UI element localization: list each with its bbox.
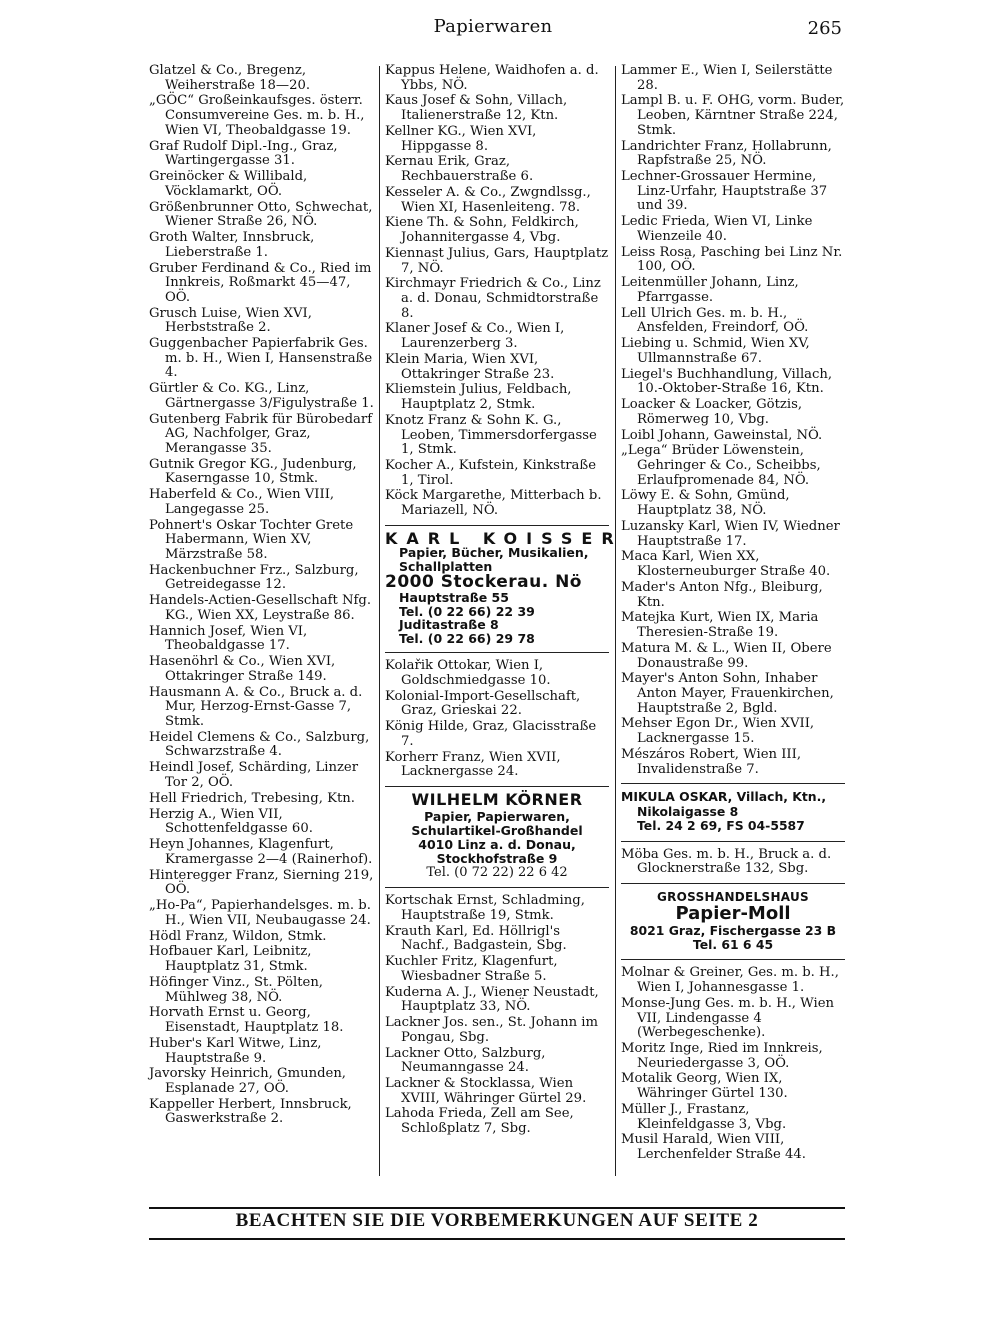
directory-entry: Lackner & Stocklassa, Wien XVIII, Währinger Gürtel 29. xyxy=(385,1076,587,1106)
directory-entry: Heyn Johannes, Klagenfurt, Kramergasse 2—4 (Rainerhof). xyxy=(149,837,373,867)
directory-entry: Löwy E. & Sohn, Gmünd, Hauptplatz 38, NÖ. xyxy=(621,488,790,519)
directory-entry: Kernau Erik, Graz, Rechbauerstraße 6. xyxy=(385,154,534,185)
entry-list xyxy=(385,659,609,780)
directory-entry: Ledic Frieda, Wien VI, Linke Wienzeile 40. xyxy=(621,214,813,244)
directory-entry: Kesseler A. & Co., Zwgndlssg., Wien XI, Hasenleiteng. 78. xyxy=(385,184,591,215)
directory-entry: Klein Maria, Wien XVI, Ottakringer Straße 23. xyxy=(385,351,555,382)
directory-entry: Handels-Actien-Gesellschaft Nfg. KG., Wien XX, Leystraße 86. xyxy=(149,593,372,623)
ad-phone: Tel. 61 6 45 xyxy=(692,937,774,953)
directory-entry: Lackner Jos. sen., St. Johann im Pongau, Sbg. xyxy=(385,1015,599,1045)
ad-address: Stockhofstraße 9 xyxy=(436,850,558,866)
column-3 xyxy=(621,64,845,1164)
directory-entry: Horvath Ernst u. Georg, Eisenstadt, Hauptplatz 18. xyxy=(149,1005,344,1036)
entry-list xyxy=(621,848,845,877)
directory-entry: Loibl Johann, Gaweinstal, NÖ. xyxy=(621,427,823,443)
directory-entry: Knotz Franz & Sohn K. G., Leoben, Timmersdorfergasse 1, Stmk. xyxy=(385,412,597,458)
directory-entry: Klaner Josef & Co., Wien I, Laurenzerberg 3. xyxy=(385,321,565,352)
directory-entry: Mayer's Anton Sohn, Inhaber Anton Mayer, Frauenkirchen, Hauptstraße 2, Bgld. xyxy=(621,671,834,716)
directory-entry: Kolonial-Import-Gesellschaft, Graz, Grieskai 22. xyxy=(385,688,581,719)
directory-entry: Guggenbacher Papierfabrik Ges. m. b. H., Wien I, Hansenstraße 4. xyxy=(149,336,373,381)
ad-phone: Tel. (0 22 66) 22 39 xyxy=(399,603,535,619)
directory-entry: Lackner Otto, Salzburg, Neumanngasse 24. xyxy=(385,1045,546,1076)
directory-entry: Glatzel & Co., Bregenz, Weiherstraße 18—20. xyxy=(149,63,311,93)
ad-address: Juditastraße 8 xyxy=(399,617,499,633)
directory-entry: Hasenöhrl & Co., Wien XVI, Ottakringer Straße 149. xyxy=(149,654,336,684)
entry-list xyxy=(385,894,609,1137)
page-number: 265 xyxy=(807,18,842,39)
directory-entry: Müller J., Frastanz, Kleinfeldgasse 3, Vbg. xyxy=(621,1101,787,1132)
page-title: Papierwaren xyxy=(433,16,553,37)
directory-entry: Kaus Josef & Sohn, Villach, Italienerstraße 12, Ktn. xyxy=(385,93,568,124)
directory-entry: Grusch Luise, Wien XVI, Herbststraße 2. xyxy=(149,305,312,336)
directory-entry: Landrichter Franz, Hollabrunn, Rapfstraße 25, NÖ. xyxy=(621,138,832,169)
ad-papier-moll xyxy=(621,883,845,961)
directory-entry: Kuchler Fritz, Klagenfurt, Wiesbadner Straße 5. xyxy=(385,954,558,984)
directory-entry: Matura M. & L., Wien II, Obere Donaustraße 99. xyxy=(621,640,832,671)
directory-entry: Höfinger Vinz., St. Pölten, Mühlweg 38, NÖ. xyxy=(149,974,323,1005)
directory-entry: Heindl Josef, Schärding, Linzer Tor 2, OÖ. xyxy=(149,760,359,790)
footer-rule xyxy=(149,1207,845,1209)
directory-entry: Gutnik Gregor KG., Judenburg, Kaserngasse 10, Stmk. xyxy=(149,456,357,487)
column-divider xyxy=(379,66,380,1176)
directory-entry: Mészáros Robert, Wien III, Invalidenstraße 7. xyxy=(621,746,802,777)
ad-title: Papier-Moll xyxy=(675,903,791,925)
directory-entry: Moritz Inge, Ried im Innkreis, Neuriedergasse 3, OÖ. xyxy=(621,1040,823,1071)
directory-entry: Liegel's Buchhandlung, Villach, 10.-Oktober-Straße 16, Ktn. xyxy=(621,366,833,397)
ad-title: WILHELM KÖRNER xyxy=(411,789,583,809)
entry-list xyxy=(149,64,375,1127)
ad-city: 4010 Linz a. d. Donau, xyxy=(418,836,576,852)
directory-entry: Matejka Kurt, Wien IX, Maria Theresien-Straße 19. xyxy=(621,610,819,641)
ad-phone: Tel. (0 72 22) 22 6 42 xyxy=(426,864,568,880)
directory-entry: Kappeller Herbert, Innsbruck, Gaswerkstraße 2. xyxy=(149,1096,352,1127)
ad-mikula-oskar xyxy=(621,783,845,842)
directory-entry: Lammer E., Wien I, Seilerstätte 28. xyxy=(621,63,833,93)
directory-entry: Molnar & Greiner, Ges. m. b. H., Wien I, Johannesgasse 1. xyxy=(621,965,839,996)
directory-entry: Größenbrunner Otto, Schwechat, Wiener Straße 26, NÖ. xyxy=(149,199,373,230)
ad-city: 2000 Stockerau. Nö xyxy=(385,572,582,593)
directory-entry: Graf Rudolf Dipl.-Ing., Graz, Wartingergasse 31. xyxy=(149,138,338,169)
column-divider xyxy=(615,66,616,1176)
directory-entry: Kuderna A. J., Wiener Neustadt, Hauptplatz 33, NÖ. xyxy=(385,984,599,1015)
ad-header: GROSSHANDELSHAUS xyxy=(656,889,809,904)
ad-phone: Tel. 24 2 69, FS 04-5587 xyxy=(637,818,805,834)
directory-entry: Greinöcker & Willibald, Vöcklamarkt, OÖ. xyxy=(149,169,308,199)
directory-entry: „Lega“ Brüder Löwenstein, Gehringer & Co., Scheibbs, Erlaufpromenade 84, NÖ. xyxy=(621,443,821,488)
directory-entry: König Hilde, Graz, Glacisstraße 7. xyxy=(385,719,597,749)
directory-entry: Maca Karl, Wien XX, Klosterneuburger Straße 40. xyxy=(621,549,831,580)
directory-entry: Liebing u. Schmid, Wien XV, Ullmannstraße 67. xyxy=(621,336,810,366)
directory-entry: Kiene Th. & Sohn, Feldkirch, Johannitergasse 4, Vbg. xyxy=(385,215,579,246)
directory-entry: Groth Walter, Innsbruck, Lieberstraße 1. xyxy=(149,230,315,260)
ad-title: KARL KOISSER xyxy=(385,528,623,548)
directory-entry: Kliemstein Julius, Feldbach, Hauptplatz 2, Stmk. xyxy=(385,382,572,413)
directory-entry: Pohnert's Oskar Tochter Grete Habermann, Wien XV, Märzstraße 58. xyxy=(149,517,354,562)
ad-address: Nikolaigasse 8 xyxy=(637,803,739,819)
directory-entry: Hannich Josef, Wien VI, Theobaldgasse 17. xyxy=(149,623,308,654)
directory-entry: Hausmann A. & Co., Bruck a. d. Mur, Herzog-Ernst-Gasse 7, Stmk. xyxy=(149,684,363,729)
entry-list xyxy=(621,64,845,777)
directory-entry: Köck Margarethe, Mitterbach b. Mariazell, NÖ. xyxy=(385,488,602,519)
directory-entry: Gürtler & Co. KG., Linz, Gärtnergasse 3/Figulystraße 1. xyxy=(149,381,374,411)
ad-phone: Tel. (0 22 66) 29 78 xyxy=(399,630,535,646)
directory-entry: Hackenbuchner Frz., Salzburg, Getreidegasse 12. xyxy=(149,562,359,593)
ad-line: Papier, Bücher, Musikalien, xyxy=(399,545,589,561)
directory-entry: Mehser Egon Dr., Wien XVII, Lacknergasse 15. xyxy=(621,716,815,747)
directory-entry: Kiennast Julius, Gars, Hauptplatz 7, NÖ. xyxy=(385,245,609,276)
directory-entry: Krauth Karl, Ed. Höllrigl's Nachf., Badgastein, Sbg. xyxy=(385,923,567,954)
directory-entry: Heidel Clemens & Co., Salzburg, Schwarzstraße 4. xyxy=(149,729,370,760)
directory-entry: Haberfeld & Co., Wien VIII, Langegasse 25. xyxy=(149,487,335,517)
directory-entry: „GÖC“ Großeinkaufsges. österr. Consumvereine Ges. m. b. H., Wien VI, Theobaldgasse 19. xyxy=(149,93,365,138)
directory-entry: Herzig A., Wien VII, Schottenfeldgasse 60. xyxy=(149,806,313,837)
ad-line: Schallplatten xyxy=(399,558,493,574)
directory-entry: Leiss Rosa, Pasching bei Linz Nr. 100, OÖ. xyxy=(621,244,843,275)
directory-entry: Loacker & Loacker, Götzis, Römerweg 10, Vbg. xyxy=(621,397,803,427)
directory-entry: „Ho-Pa“, Papierhandelsges. m. b. H., Wien VII, Neubaugasse 24. xyxy=(149,898,371,928)
ad-line: Schulartikel-Großhandel xyxy=(411,822,583,838)
directory-entry: Motalik Georg, Wien IX, Währinger Gürtel 130. xyxy=(621,1071,788,1102)
directory-entry: Monse-Jung Ges. m. b. H., Wien VII, Lindengasse 4 (Werbegeschenke). xyxy=(621,995,834,1041)
footer-rule xyxy=(149,1238,845,1240)
directory-entry: Mader's Anton Nfg., Bleiburg, Ktn. xyxy=(621,579,823,610)
directory-entry: Huber's Karl Witwe, Linz, Hauptstraße 9. xyxy=(149,1035,322,1066)
ad-address: Hauptstraße 55 xyxy=(399,590,509,606)
directory-entry: Luzansky Karl, Wien IV, Wiedner Hauptstraße 17. xyxy=(621,518,840,549)
directory-entry: Gutenberg Fabrik für Bürobedarf AG, Nachfolger, Graz, Merangasse 35. xyxy=(149,411,373,456)
directory-entry: Leitenmüller Johann, Linz, Pfarrgasse. xyxy=(621,275,799,305)
ad-karl-koisser xyxy=(385,525,623,654)
directory-entry: Musil Harald, Wien VIII, Lerchenfelder Straße 44. xyxy=(621,1132,806,1163)
directory-entry: Kortschak Ernst, Schladming, Hauptstraße 19, Stmk. xyxy=(385,893,585,923)
directory-entry: Hell Friedrich, Trebesing, Ktn. xyxy=(149,790,355,806)
directory-entry: Kappus Helene, Waidhofen a. d. Ybbs, NÖ. xyxy=(385,63,599,93)
column-2 xyxy=(385,63,623,1138)
ad-address: 8021 Graz, Fischergasse 23 B xyxy=(629,923,837,939)
ad-wilhelm-koerner xyxy=(385,786,609,888)
directory-entry: Möba Ges. m. b. H., Bruck a. d. Glocknerstraße 132, Sbg. xyxy=(621,846,832,877)
directory-entry: Lechner-Grossauer Hermine, Linz-Urfahr, Hauptstraße 37 und 39. xyxy=(621,169,828,214)
directory-entry: Gruber Ferdinand & Co., Ried im Innkreis, Roßmarkt 45—47, OÖ. xyxy=(149,260,372,305)
ad-line: Papier, Papierwaren, xyxy=(424,808,570,824)
entry-list xyxy=(621,966,845,1162)
directory-entry: Hofbauer Karl, Leibnitz, Hauptplatz 31, Stmk. xyxy=(149,944,312,975)
footer-notice: BEACHTEN SIE DIE VORBEMERKUNGEN AUF SEITE 2 xyxy=(235,1210,759,1231)
ad-title: MIKULA OSKAR, Villach, Ktn., xyxy=(621,789,827,805)
directory-entry: Lahoda Frieda, Zell am See, Schloßplatz 7, Sbg. xyxy=(385,1106,574,1137)
directory-entry: Kolařik Ottokar, Wien I, Goldschmiedgasse 10. xyxy=(385,658,551,688)
directory-entry: Lampl B. u. F. OHG, vorm. Buder, Leoben, Kärntner Straße 224, Stmk. xyxy=(621,93,845,138)
directory-entry: Hödl Franz, Wildon, Stmk. xyxy=(149,928,327,944)
directory-entry: Kellner KG., Wien XVI, Hippgasse 8. xyxy=(385,123,537,154)
directory-entry: Korherr Franz, Wien XVII, Lacknergasse 24. xyxy=(385,749,561,780)
directory-entry: Lell Ulrich Ges. m. b. H., Ansfelden, Freindorf, OÖ. xyxy=(621,305,809,336)
directory-entry: Javorsky Heinrich, Gmunden, Esplanade 27, OÖ. xyxy=(149,1066,347,1096)
directory-entry: Kocher A., Kufstein, Kinkstraße 1, Tirol. xyxy=(385,458,597,488)
directory-entry: Hinteregger Franz, Sierning 219, OÖ. xyxy=(149,867,374,898)
directory-entry: Kirchmayr Friedrich & Co., Linz a. d. Donau, Schmidtorstraße 8. xyxy=(385,276,601,321)
entry-list xyxy=(385,64,609,519)
column-1 xyxy=(149,64,375,1128)
